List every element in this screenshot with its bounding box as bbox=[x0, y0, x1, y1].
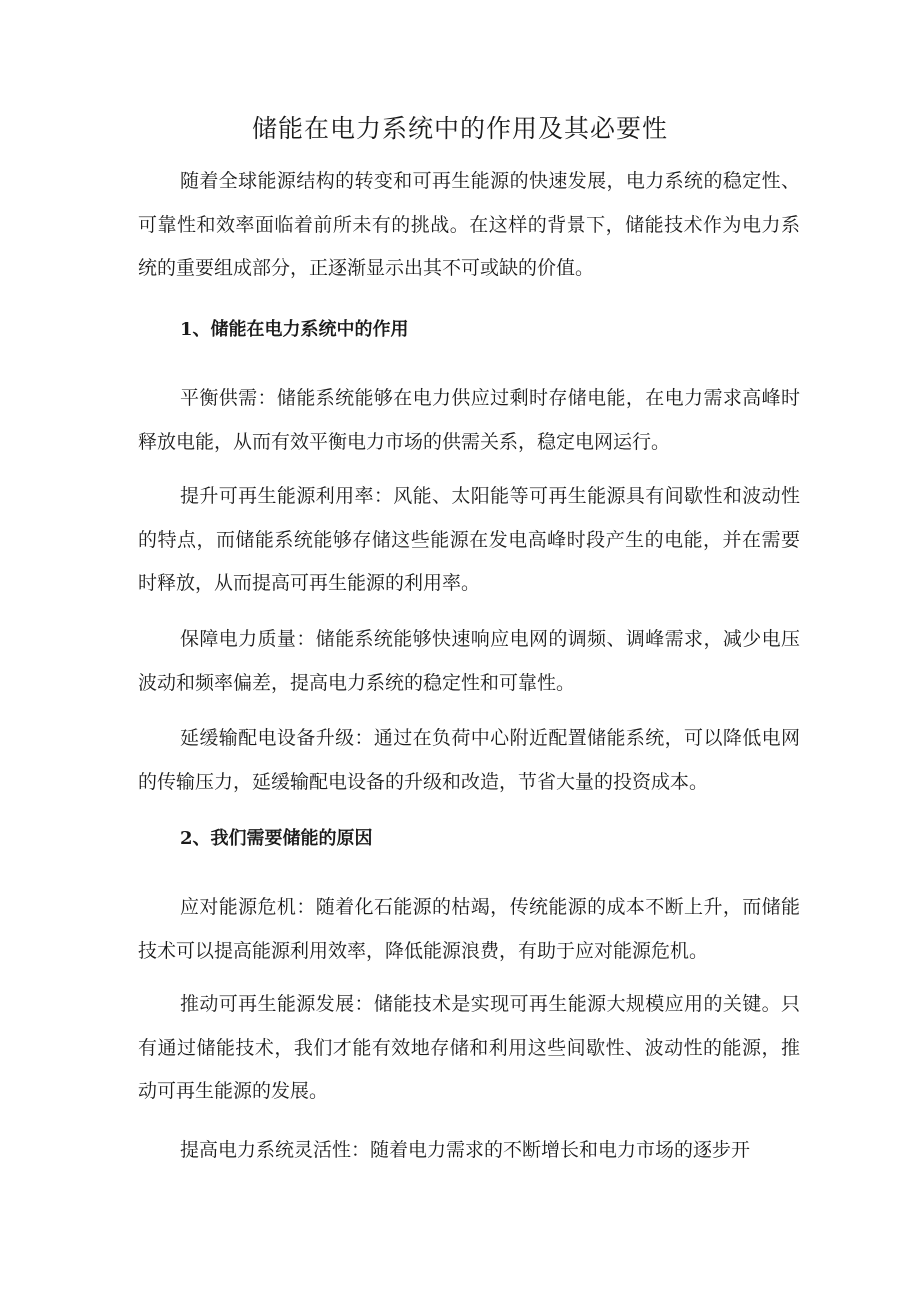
section-1-paragraph-4: 延缓输配电设备升级：通过在负荷中心附近配置储能系统，可以降低电网的传输压力，延缓输配电设备的升级和改造，节省大量的投资成本。 bbox=[138, 727, 800, 793]
section-2-heading: 2、我们需要储能的原因 bbox=[180, 828, 373, 849]
section-1-paragraph-1: 平衡供需：储能系统能够在电力供应过剩时存储电能，在电力需求高峰时释放电能，从而有效平衡电力市场的供需关系，稳定电网运行。 bbox=[138, 387, 800, 453]
document-title: 储能在电力系统中的作用及其必要性 bbox=[251, 114, 668, 143]
section-2-paragraph-1: 应对能源危机：随着化石能源的枯竭，传统能源的成本不断上升，而储能技术可以提高能源利用效率，降低能源浪费，有助于应对能源危机。 bbox=[138, 896, 800, 962]
section-2-paragraph-3: 提高电力系统灵活性：随着电力需求的不断增长和电力市场的逐步开 bbox=[180, 1139, 751, 1161]
section-1-heading: 1、储能在电力系统中的作用 bbox=[180, 319, 409, 340]
section-1-paragraph-2: 提升可再生能源利用率：风能、太阳能等可再生能源具有间歇性和波动性的特点，而储能系统能够存储这些能源在发电高峰时段产生的电能，并在需要时释放，从而提高可再生能源的利用率。 bbox=[138, 485, 800, 594]
section-1-paragraph-3: 保障电力质量：储能系统能够快速响应电网的调频、调峰需求，减少电压波动和频率偏差，提高电力系统的稳定性和可靠性。 bbox=[138, 628, 800, 694]
intro-paragraph: 随着全球能源结构的转变和可再生能源的快速发展，电力系统的稳定性、可靠性和效率面临着前所未有的挑战。在这样的背景下，储能技术作为电力系统的重要组成部分，正逐渐显示出其不可或缺的价值。 bbox=[138, 170, 800, 279]
section-2-paragraph-2: 推动可再生能源发展：储能技术是实现可再生能源大规模应用的关键。只有通过储能技术，我们才能有效地存储和利用这些间歇性、波动性的能源，推动可再生能源的发展。 bbox=[138, 993, 800, 1102]
